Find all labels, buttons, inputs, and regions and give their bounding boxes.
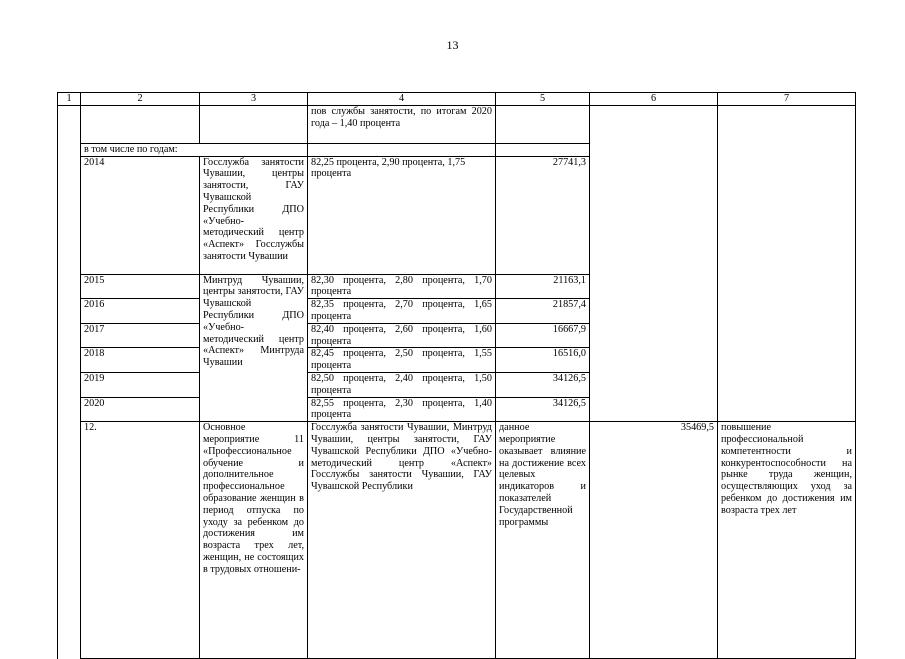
amount-cell: 21857,4 bbox=[496, 299, 590, 324]
column-number: 1 bbox=[58, 93, 81, 106]
column-number: 7 bbox=[718, 93, 856, 106]
result-cell: повышение профессиональной компетентности и конкурентоспособности на рынке труда женщин, осуществляющих уход за ребенком до достижения им возраста трех лет bbox=[718, 422, 856, 659]
executor-cell: Минтруд Чувашии, центры занятости, ГАУ Чувашской Республики ДПО «Учебно-методический центр «Аспект» Минтруда Чувашии bbox=[200, 274, 308, 422]
year-cell: 2015 bbox=[81, 274, 200, 299]
year-cell: 2020 bbox=[81, 397, 200, 422]
carry-over-indicator: пов службы занятости, по итогам 2020 года – 1,40 процента bbox=[308, 105, 496, 143]
column-number: 6 bbox=[590, 93, 718, 106]
year-cell: 2017 bbox=[81, 323, 200, 348]
column-number: 4 bbox=[308, 93, 496, 106]
table-cell bbox=[200, 105, 308, 143]
table-cell bbox=[308, 143, 496, 156]
executor-cell: Госслужба занятости Чувашии, Минтруд Чувашии, центры занятости, ГАУ Чувашской Республики ДПО «Учебно-методический центр «Аспект» Госслужбы занятости Чувашии, ГАУ Чувашской Республики bbox=[308, 422, 496, 659]
activity-name-cell: Основное мероприятие 11 «Профессиональное обучение и дополнительное профессиональное образование женщин в период отпуска по уходу за ребенком до достижения им возраста трех лет, женщин, не состоящих в трудовых отношени- bbox=[200, 422, 308, 659]
amount-cell: 16516,0 bbox=[496, 348, 590, 373]
table-row bbox=[58, 422, 856, 659]
column-number: 5 bbox=[496, 93, 590, 106]
indicator-cell: 82,35 процента, 2,70 процента, 1,65 процента bbox=[308, 299, 496, 324]
page-number: 13 bbox=[446, 38, 459, 52]
year-cell: 2019 bbox=[81, 372, 200, 397]
indicator-cell: 82,45 процента, 2,50 процента, 1,55 процента bbox=[308, 348, 496, 373]
column-number: 2 bbox=[81, 93, 200, 106]
indicator-cell: 82,25 процента, 2,90 процента, 1,75 процента bbox=[308, 156, 496, 274]
indicator-cell: данное мероприятие оказывает влияние на достижение всех целевых индикаторов и показателей Государственной программы bbox=[496, 422, 590, 659]
amount-cell: 16667,9 bbox=[496, 323, 590, 348]
amount-cell: 35469,5 bbox=[590, 422, 718, 659]
indicator-cell: 82,40 процента, 2,60 процента, 1,60 процента bbox=[308, 323, 496, 348]
row-number-cell: 12. bbox=[81, 422, 200, 659]
year-cell: 2014 bbox=[81, 156, 200, 274]
program-table bbox=[57, 92, 856, 659]
amount-cell: 27741,3 bbox=[496, 156, 590, 274]
row-number-cell bbox=[58, 105, 81, 658]
year-cell: 2016 bbox=[81, 299, 200, 324]
year-cell: 2018 bbox=[81, 348, 200, 373]
amount-cell: 21163,1 bbox=[496, 274, 590, 299]
table-row bbox=[58, 105, 856, 143]
table-cell bbox=[81, 105, 200, 143]
amount-cell: 34126,5 bbox=[496, 372, 590, 397]
column-number: 3 bbox=[200, 93, 308, 106]
column-number-row bbox=[58, 93, 856, 106]
risk-cell-empty bbox=[718, 105, 856, 421]
amount-cell: 34126,5 bbox=[496, 397, 590, 422]
indicator-cell: 82,55 процента, 2,30 процента, 1,40 процента bbox=[308, 397, 496, 422]
executor-cell: Госслужба занятости Чувашии, центры занятости, ГАУ Чувашской Республики ДПО «Учебно-методический центр «Аспект» Госслужбы занятости Чувашии bbox=[200, 156, 308, 274]
indicator-cell: 82,50 процента, 2,40 процента, 1,50 процента bbox=[308, 372, 496, 397]
table-cell bbox=[496, 105, 590, 143]
indicator-cell: 82,30 процента, 2,80 процента, 1,70 процента bbox=[308, 274, 496, 299]
by-year-label: в том числе по годам: bbox=[81, 143, 308, 156]
result-cell-empty bbox=[590, 105, 718, 421]
table-cell bbox=[496, 143, 590, 156]
